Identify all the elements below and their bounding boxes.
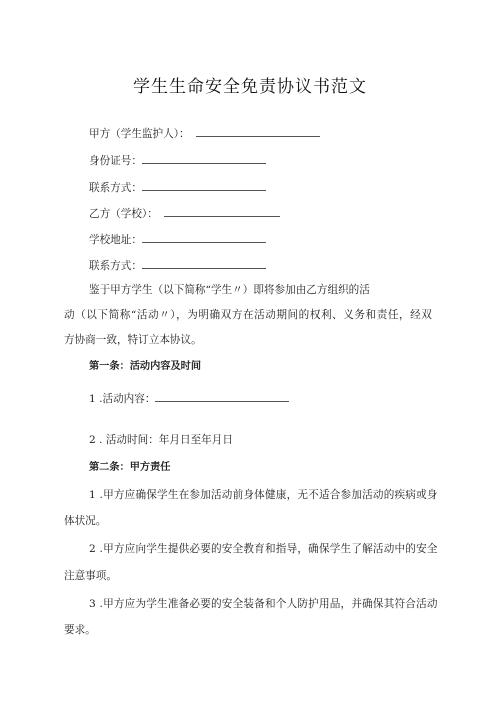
- field-contact-a: [89, 180, 266, 195]
- fill-blank-line: [164, 206, 280, 217]
- article-heading: 第二条：甲方责任: [89, 462, 171, 473]
- article1-item-time: 2 . 活动时间：年月日至年月日: [89, 434, 233, 446]
- article2-item-line: 要求。: [64, 624, 96, 636]
- field-label: 学校地址：: [89, 234, 142, 246]
- preamble-line: 鉴于甲方学生（以下简称“学生〃）即将参加由乙方组织的活: [89, 284, 370, 296]
- field-school-address: [89, 232, 266, 247]
- document-title: 学生生命安全免责协议书范文: [133, 77, 367, 97]
- fill-blank-line: [196, 126, 320, 137]
- article2-item-line: 1 .甲方应确保学生在参加活动前身体健康，无不适合参加活动的疾病或身: [89, 489, 438, 501]
- article1-item-content: [89, 391, 289, 406]
- article-heading: 第一条：活动内容及时间: [89, 361, 202, 372]
- field-label: 联系方式：: [89, 260, 142, 272]
- field-party-a: [89, 126, 320, 141]
- article2-item-line: 注意事项。: [64, 570, 117, 582]
- field-label: 联系方式：: [89, 182, 142, 194]
- fill-blank-line: [142, 258, 266, 269]
- item-label: 1 .活动内容：: [89, 393, 156, 405]
- preamble-line: 动（以下简称“活动〃），为明确双方在活动期间的权利、义务和责任，经双: [64, 309, 433, 321]
- article2-item-line: 体状况。: [64, 515, 107, 527]
- field-party-b: [89, 206, 280, 221]
- article2-item-line: 2 .甲方应向学生提供必要的安全教育和指导，确保学生了解活动中的安全: [89, 543, 438, 555]
- fill-blank-line: [142, 180, 266, 191]
- field-label: 身份证号：: [89, 155, 142, 167]
- fill-blank-line: [155, 391, 289, 402]
- field-label: 乙方（学校）：: [89, 208, 158, 220]
- fill-blank-line: [142, 153, 266, 164]
- fill-blank-line: [142, 232, 266, 243]
- field-contact-b: [89, 258, 266, 273]
- field-label: 甲方（学生监护人）：: [89, 128, 190, 140]
- field-id-number: [89, 153, 266, 168]
- article2-item-line: 3 .甲方应为学生准备必要的安全装备和个人防护用品，并确保其符合活动: [89, 598, 438, 610]
- preamble-line: 方协商一致，特订立本协议。: [64, 334, 202, 346]
